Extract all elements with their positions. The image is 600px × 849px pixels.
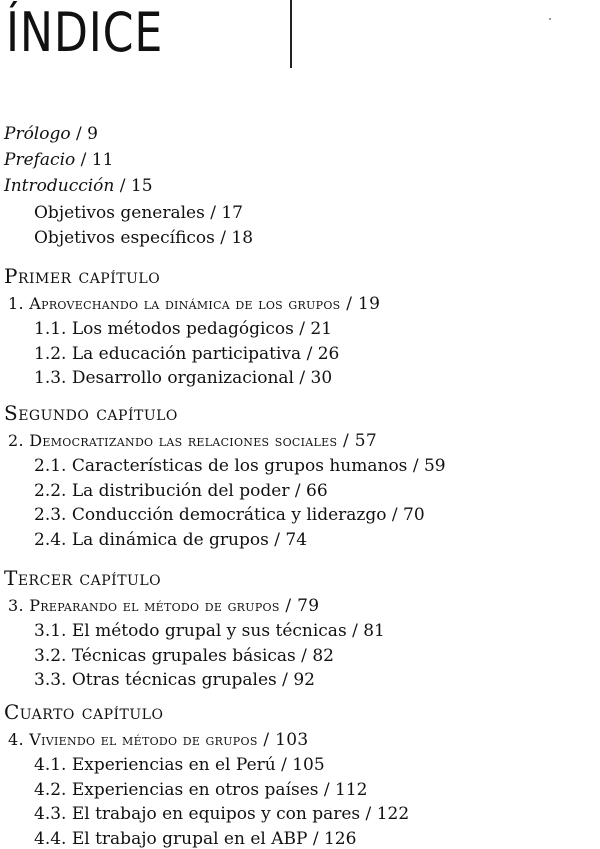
- toc-front-entry: [4, 124, 98, 144]
- toc-entry-label: Objetivos específicos: [34, 228, 215, 248]
- toc-entry-label: 4.3. El trabajo en equipos y con pares: [34, 804, 361, 824]
- chapter-heading-text: Segundo capítulo: [4, 401, 178, 425]
- toc-entry-page: / 79: [279, 596, 320, 616]
- toc-entry-page: / 122: [360, 804, 410, 824]
- toc-entry-label: 2.2. La distribución del poder: [34, 480, 290, 501]
- chapter-title: [8, 730, 308, 750]
- toc-entry-page: / 9: [70, 124, 98, 144]
- toc-sub-entry: [34, 368, 332, 388]
- chapter-title: [8, 294, 380, 314]
- chapter-title-text: Preparando el método de grupos: [29, 596, 280, 615]
- chapter-heading: [4, 700, 163, 724]
- toc-sub-entry: [34, 456, 446, 476]
- toc-sub-entry: [34, 228, 253, 248]
- toc-entry-label: 1.2. La educación participativa: [34, 343, 302, 364]
- chapter-heading-text: Primer capítulo: [4, 264, 161, 288]
- toc-entry-page: / 81: [346, 621, 385, 641]
- toc-entry-label: Prefacio: [4, 150, 76, 170]
- toc-front-entry: [4, 176, 153, 196]
- toc-entry-page: / 66: [289, 480, 328, 501]
- toc-entry-page: / 103: [257, 730, 309, 750]
- page-title: ÍNDICE: [6, 1, 164, 64]
- toc-entry-page: / 19: [340, 294, 381, 314]
- toc-sub-entry: [34, 344, 339, 364]
- toc-sub-entry: [34, 621, 385, 641]
- toc-entry-label: 3.1. El método grupal y sus técnicas: [34, 621, 347, 641]
- toc-sub-entry: [34, 780, 368, 800]
- toc-entry-page: / 105: [275, 755, 325, 775]
- toc-entry-page: / 74: [268, 529, 308, 550]
- toc-sub-entry: [34, 646, 334, 666]
- toc-sub-entry: [34, 670, 315, 690]
- toc-entry-label: 4.4. El trabajo grupal en el ABP: [34, 828, 308, 849]
- chapter-number: 4.: [8, 730, 30, 749]
- toc-entry-label: 4.1. Experiencias en el Perú: [34, 755, 276, 775]
- chapter-heading: [4, 566, 161, 590]
- scan-speck: [549, 18, 551, 20]
- chapter-heading: [4, 401, 178, 425]
- toc-entry-page: / 57: [337, 431, 377, 451]
- toc-sub-entry: [34, 829, 356, 849]
- toc-sub-entry: [34, 804, 409, 824]
- toc-entry-page: / 11: [75, 150, 114, 170]
- chapter-number: 3.: [8, 596, 30, 615]
- toc-entry-label: Prólogo: [4, 124, 71, 144]
- chapter-title-text: Aprovechando la dinámica de los grupos: [29, 294, 341, 313]
- toc-sub-entry: [34, 755, 325, 775]
- toc-sub-entry: [34, 530, 307, 550]
- toc-entry-page: / 15: [114, 176, 153, 196]
- toc-entry-label: 3.3. Otras técnicas grupales: [34, 670, 277, 690]
- toc-entry-label: 2.4. La dinámica de grupos: [34, 529, 269, 550]
- toc-entry-label: Introducción: [4, 176, 115, 196]
- toc-entry-label: 2.3. Conducción democrática y liderazgo: [34, 505, 387, 525]
- toc-entry-label: 2.1. Características de los grupos humanos: [34, 456, 408, 476]
- toc-entry-page: / 82: [295, 645, 334, 666]
- toc-front-entry: [4, 150, 113, 170]
- toc-entry-page: / 126: [307, 828, 357, 849]
- toc-entry-label: 3.2. Técnicas grupales básicas: [34, 645, 296, 666]
- chapter-heading: [4, 264, 160, 288]
- chapter-number: 1.: [8, 294, 30, 313]
- toc-entry-page: / 112: [318, 779, 368, 800]
- toc-sub-entry: [34, 319, 332, 339]
- chapter-heading-text: Tercer capítulo: [4, 566, 162, 590]
- chapter-title-text: Viviendo el método de grupos: [29, 730, 258, 749]
- toc-entry-page: / 70: [386, 505, 425, 525]
- chapter-title-text: Democratizando las relaciones sociales: [29, 431, 338, 450]
- toc-sub-entry: [34, 203, 243, 223]
- toc-entry-label: Objetivos generales: [34, 203, 205, 223]
- toc-sub-entry: [34, 481, 328, 501]
- toc-entry-label: 4.2. Experiencias en otros países: [34, 779, 319, 800]
- chapter-title: [8, 431, 377, 451]
- toc-entry-page: / 92: [276, 670, 315, 690]
- toc-entry-page: / 59: [407, 456, 446, 476]
- header-divider: [290, 0, 292, 68]
- toc-entry-page: / 18: [214, 228, 254, 248]
- toc-entry-page: / 30: [293, 368, 333, 388]
- chapter-number: 2.: [8, 431, 30, 450]
- toc-sub-entry: [34, 505, 425, 525]
- toc-entry-page: / 26: [301, 343, 340, 364]
- toc-entry-label: 1.3. Desarrollo organizacional: [34, 368, 294, 388]
- toc-entry-page: / 17: [204, 203, 243, 223]
- toc-entry-label: 1.1. Los métodos pedagógicos: [34, 319, 294, 339]
- chapter-heading-text: Cuarto capítulo: [4, 700, 164, 724]
- chapter-title: [8, 596, 319, 616]
- toc-entry-page: / 21: [293, 319, 333, 339]
